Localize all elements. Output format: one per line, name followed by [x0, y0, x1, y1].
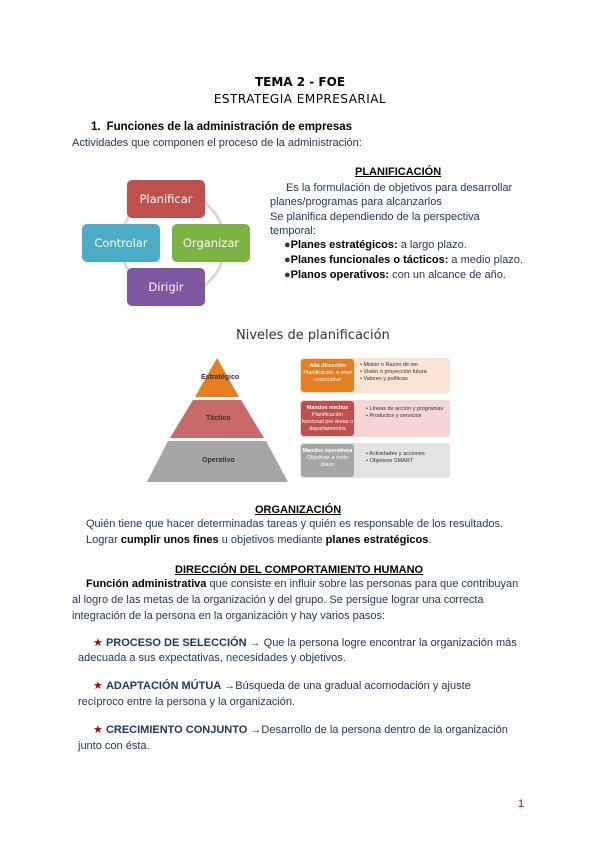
row-left-sub: Planificación funcional por áreas o departamentos [301, 412, 354, 432]
plan-bullet-term: Planes estratégicos: [290, 239, 398, 251]
document-subtitle: ESTRATEGIA EMPRESARIAL [213, 92, 387, 106]
step-text: Que la persona logre encontrar la organización más [260, 637, 517, 649]
step-3-cont: junto con ésta. [78, 740, 150, 752]
star-icon: ★ [93, 680, 103, 692]
direccion-text: que consiste en influir sobre las personas para que contribuyan [206, 578, 519, 590]
niveles-row-1-items: • Misión o Razón de ser • Visión o proyección futura • Valores y políticas [360, 362, 427, 382]
step-3 [93, 722, 508, 738]
planificacion-line3: Se planifica dependiendo de la perspectiva [270, 211, 480, 223]
plan-bullet-term: Planos operativos: [290, 269, 390, 281]
page-number: 1 [518, 798, 525, 810]
direccion-intro-1 [86, 576, 518, 592]
arrow-icon: → [249, 637, 261, 649]
direccion-bold: Función administrativa [86, 578, 207, 590]
level-label: Operativo [202, 457, 235, 464]
row-left-title: Alta dirección [309, 363, 346, 369]
row-item: Líneas de acción y programas [369, 406, 444, 412]
level-label: Estratégico [201, 374, 240, 381]
star-icon: ★ [93, 637, 103, 649]
row-item: Actividades y acciones [369, 451, 425, 457]
plan-bullet-text: a medio plazo. [448, 254, 523, 266]
org-text: u objetivos mediante [218, 534, 326, 546]
row-left-title: Mandos operativos [302, 448, 353, 454]
section-heading [91, 121, 352, 133]
planificacion-line2: planes/programas para alcanzarlos [270, 196, 442, 208]
section-intro: Actividades que componen el proceso de la administración: [72, 137, 362, 149]
level-label: Táctico [206, 415, 231, 422]
cycle-dirigir: Dirigir [127, 268, 205, 306]
plan-bullet: ●Planos operativos: con un alcance de año. [284, 269, 506, 281]
planificacion-line4: temporal: [270, 225, 316, 237]
niveles-row-3-left [301, 444, 354, 477]
step-title: ADAPTACIÓN MÚTUA [105, 680, 222, 692]
niveles-title: Niveles de planificación [236, 328, 390, 343]
direccion-heading: DIRECCIÓN DEL COMPORTAMIENTO HUMANO [175, 564, 424, 576]
cycle-organizar: Organizar [172, 224, 250, 262]
arrow-icon: → [224, 680, 236, 692]
cycle-planificar: Planificar [127, 180, 205, 218]
org-bold: cumplir unos fines [120, 534, 219, 546]
planificacion-heading: PLANIFICACIÓN [355, 166, 442, 178]
plan-bullet: ●Planes estratégicos: a largo plazo. [284, 239, 467, 251]
plan-bullet-text: a largo plazo. [397, 239, 467, 251]
section-title: Funciones de la administración de empresas [106, 121, 353, 133]
planificacion-line1: Es la formulación de objetivos para desarrollar [286, 182, 513, 194]
organizacion-line1: Quién tiene que hacer determinadas tareas y quién es responsable de los resultados. [86, 518, 504, 530]
direccion-intro-3: integración de la persona en la organización y hay varios pasos: [72, 610, 386, 622]
star-icon: ★ [93, 724, 103, 736]
niveles-row-2-items: • Líneas de acción y programas • Productos y servicios [366, 406, 444, 419]
row-item: Productos y servicios [369, 413, 422, 419]
step-title: PROCESO DE SELECCIÓN [105, 637, 247, 649]
row-left-sub: Planificación a nivel corporativo [303, 370, 352, 383]
row-left-title: Mandos medios [306, 405, 349, 411]
step-2 [93, 678, 471, 694]
plan-bullet: ●Planes funcionales o tácticos: a medio plazo. [284, 254, 523, 266]
step-1-cont: adecuada a sus expectativas, necesidades y objetivos. [78, 652, 346, 664]
row-item: Objetivos SMART [369, 458, 414, 464]
section-number: 1. [91, 121, 101, 133]
step-text: Búsqueda de una gradual acomodación y ajuste [235, 680, 471, 692]
niveles-row-3-items: • Actividades y acciones • Objetivos SMART [366, 451, 425, 464]
org-bold: planes estratégicos [325, 534, 429, 546]
row-item: Misión o Razón de ser [363, 362, 419, 368]
organizacion-line2 [86, 534, 431, 546]
niveles-row-1-left [301, 359, 354, 392]
step-1 [93, 635, 517, 651]
organizacion-heading: ORGANIZACIÓN [255, 504, 342, 516]
direccion-intro-2: al logro de las metas de la organización y del grupo. Se persigue lograr una correcta [72, 594, 484, 606]
step-title: CRECIMIENTO CONJUNTO [105, 724, 248, 736]
plan-bullet-term: Planes funcionales o tácticos: [290, 254, 449, 266]
org-text: Lograr [86, 534, 121, 546]
row-left-sub: Objetivos a corto plazo [306, 455, 349, 468]
org-text: . [428, 534, 432, 546]
step-text: Desarrollo de la persona dentro de la organización [261, 724, 508, 736]
plan-bullet-text: con un alcance de año. [389, 269, 506, 281]
step-2-cont: recíproco entre la persona y la organización. [78, 696, 296, 708]
arrow-icon: → [250, 724, 262, 736]
cycle-controlar: Controlar [82, 224, 160, 262]
niveles-row-2-left [301, 401, 354, 436]
row-item: Visión o proyección futura [363, 369, 427, 375]
document-title: TEMA 2 - FOE [254, 75, 346, 89]
row-item: Valores y políticas [363, 376, 408, 382]
